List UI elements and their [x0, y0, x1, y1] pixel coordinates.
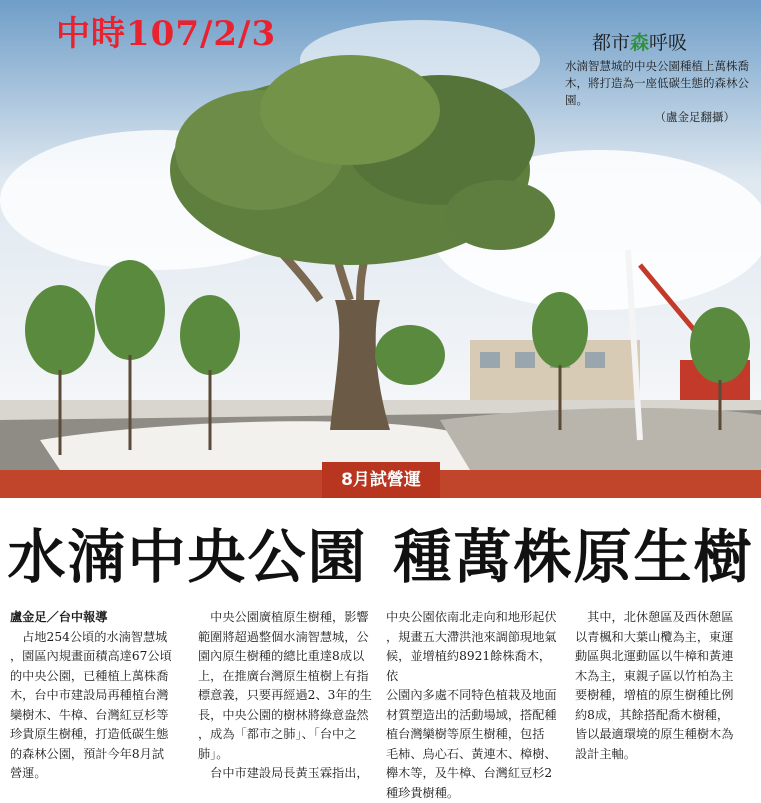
- headline-part1: 水湳中央公園: [7, 523, 368, 591]
- caption-credit: （盧金足翻攝）: [654, 110, 735, 124]
- caption-text: 水湳智慧城的中央公園種植上萬株喬木，將打造為一座低碳生態的森林公園。: [565, 59, 749, 107]
- column-tag: [592, 28, 687, 55]
- byline: 盧金足／台中報導: [10, 610, 108, 624]
- headline-part2: 種萬株原生樹: [393, 523, 754, 591]
- photo-caption: [565, 58, 753, 126]
- column-2-text: 中央公園廣植原生樹種，影響 範圍將超過整個水湳智慧城，公 園內原生樹種的總比重達8成以 上，在推廣台灣原生植樹上有指 標意義，只要再經過2、3年的生 長，中央公園的樹林將綠意盎然 ，成為「都市之肺」、「台中之 肺」。 台中市建設局長黃玉霖指出，: [198, 610, 372, 780]
- date-stamp: 中時107/2/3: [56, 14, 277, 54]
- kicker-label: 8月試營運: [322, 462, 440, 498]
- column-1-text: 占地254公頃的水湳智慧城 ，園區內規畫面積高達67公頃 的中央公園，已種植上萬株喬 木，台中市建設局再種植台灣 欒樹木、牛樟、台灣紅豆杉等 珍貴原生樹種，打造低碳生態 的森林公園，預計今年8月試 營運。: [10, 629, 172, 780]
- column-3-text: 中央公園依南北走向和地形起伏 ，規畫五大滯洪池來調節現地氣 候，並增植約8921餘株喬木，依 公園內多處不同特色植栽及地面 材質塑造出的活動場域，搭配種 植台灣欒樹等原生樹種，包括 毛柿、烏心石、黃連木、樟樹、 櫸木等，及牛樟、台灣紅豆杉2 種珍貴樹種。: [386, 610, 557, 800]
- column-4-text: 其中，北休憩區及西休憩區 以青楓和大葉山欖為主，東運 動區與北運動區以牛樟和黃連 木為主，東親子區以竹柏為主 要樹種，增植的原生樹種比例 約8成，其餘搭配喬木樹種， 皆以最適環境的原生種樹木為 設計主軸。: [575, 610, 734, 761]
- column-tag-suffix: 呼吸: [649, 32, 688, 54]
- article-column-4: [575, 608, 750, 764]
- article-column-3: [386, 608, 561, 803]
- column-tag-highlight: 森: [630, 32, 650, 54]
- article-column-1: [10, 608, 185, 784]
- column-tag-prefix: 都市: [592, 32, 631, 54]
- article-column-2: [198, 608, 373, 784]
- headline: [0, 510, 761, 594]
